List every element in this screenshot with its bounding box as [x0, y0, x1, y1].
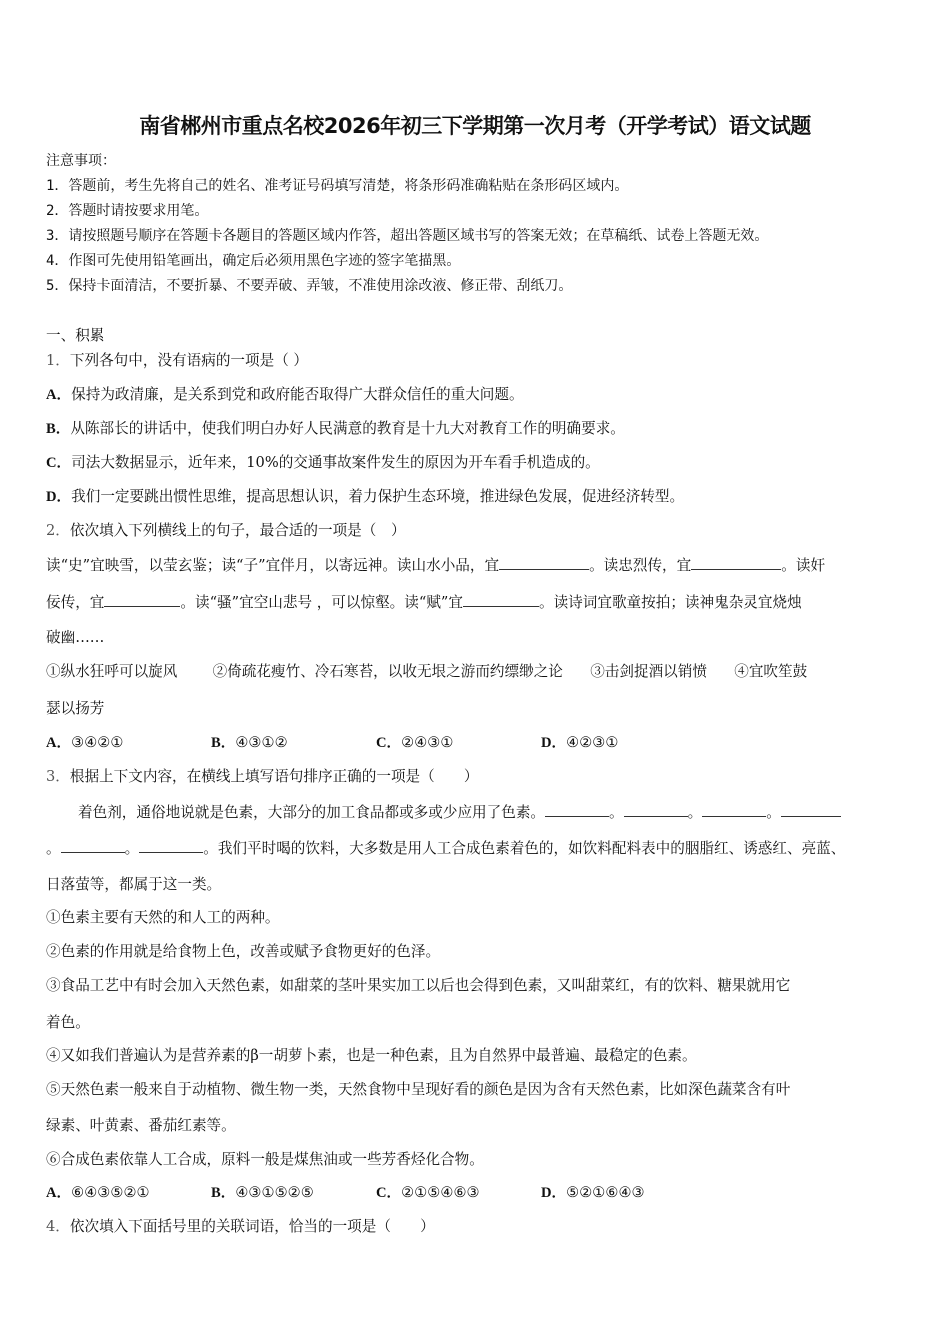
q1-option-b — [46, 419, 625, 439]
exam-title: 南省郴州市重点名校2026年初三下学期第一次月考（开学考试）语文试题 — [139, 114, 811, 138]
q3-sentence-5: ⑤天然色素一般来自于动植物、微生物一类，天然食物中呈现好看的颜色是因为含有天然色素，比如深色蔬菜含有叶 — [46, 1081, 791, 1098]
passage-text: 。读奸 — [781, 557, 826, 574]
separator: 。 — [766, 804, 781, 821]
question-number: 2． — [46, 522, 70, 539]
option-letter: D． — [541, 1185, 567, 1201]
option-letter: B． — [211, 735, 236, 751]
option-letter: D． — [541, 735, 567, 751]
q2-sentences — [46, 662, 807, 682]
sentence-1: ①纵水狂呼可以旋风 — [46, 663, 178, 680]
q3-options — [46, 1183, 645, 1203]
q3-sentence-3-cont: 着色。 — [46, 1014, 90, 1031]
option-letter: C． — [376, 1185, 402, 1201]
q2-option-c — [376, 733, 541, 753]
answer-blank — [499, 555, 589, 570]
notice-item-5: 5．保持卡面清洁，不要折暴、不要弄破、弄皱，不准使用涂改液、修正带、刮纸刀。 — [46, 278, 573, 294]
option-text: 我们一定要跳出惯性思维，提高思想认识，着力保护生态环境，推进绿色发展，促进经济转型。 — [71, 488, 685, 505]
question-1-stem — [46, 351, 308, 371]
q2-option-a — [46, 733, 211, 753]
option-text: ②④③① — [401, 734, 454, 751]
q3-sentence-5-cont: 绿素、叶黄素、番茄红素等。 — [46, 1117, 236, 1134]
notice-item-3: 3．请按照题号顺序在答题卡各题目的答题区域内作答，超出答题区域书写的答案无效；在草稿纸、试卷上答题无效。 — [46, 228, 769, 244]
option-text: 司法大数据显示，近年来，10%的交通事故案件发生的原因为开车看手机造成的。 — [71, 454, 600, 471]
option-letter: D． — [46, 489, 72, 505]
question-number: 4． — [46, 1218, 70, 1235]
notice-item-1: 1．答题前，考生先将自己的姓名、准考证号码填写清楚，将条形码准确粘贴在条形码区域内。 — [46, 178, 629, 194]
question-3-stem — [46, 767, 479, 787]
option-text: ⑥④③⑤②① — [71, 1184, 150, 1201]
q2-option-d — [541, 733, 618, 753]
q3-sentence-3: ③食品工艺中有时会加入天然色素，如甜菜的茎叶果实加工以后也会得到色素，又叫甜菜红，有的饮料、糖果就用它 — [46, 977, 791, 994]
option-letter: A． — [46, 735, 72, 751]
q3-option-c — [376, 1183, 541, 1203]
q3-sentence-6: ⑥合成色素依靠人工合成，原料一般是煤焦油或一些芳香烃化合物。 — [46, 1151, 484, 1168]
question-number: 1． — [46, 352, 70, 369]
option-letter: A． — [46, 1185, 72, 1201]
option-text: ③④②① — [71, 734, 124, 751]
notice-item-2: 2．答题时请按要求用笔。 — [46, 203, 209, 219]
q3-passage-line-1 — [46, 802, 841, 823]
q3-sentence-2: ②色素的作用就是给食物上色，改善或赋予食物更好的色泽。 — [46, 943, 441, 960]
notice-heading: 注意事项： — [46, 153, 116, 169]
q3-sentence-4: ④又如我们普遍认为是营养素的β一胡萝卜素，也是一种色素，且为自然界中最普遍、最稳定的色素。 — [46, 1047, 697, 1064]
answer-blank — [702, 802, 766, 817]
question-4-stem — [46, 1217, 435, 1237]
question-2-stem — [46, 521, 406, 541]
q2-passage-line-2 — [46, 592, 802, 613]
question-text: 根据上下文内容，在横线上填写语句排序正确的一项是（ ） — [69, 768, 479, 785]
passage-text: 。读忠烈传，宜 — [589, 557, 692, 574]
option-text: 从陈部长的讲话中，使我们明白办好人民满意的教育是十九大对教育工作的明确要求。 — [70, 420, 625, 437]
q3-option-b — [211, 1183, 376, 1203]
option-text: ⑤②①⑥④③ — [566, 1184, 645, 1201]
q1-option-a — [46, 385, 524, 405]
option-text: ④③①② — [235, 734, 288, 751]
q2-passage-line-1 — [46, 555, 825, 576]
q1-option-d — [46, 487, 684, 507]
q3-passage-line-2 — [46, 838, 845, 859]
option-text: ④②③① — [566, 734, 619, 751]
sentence-2: ②倚疏花瘦竹、冷石寒苔，以收无垠之游而约缥缈之论 — [212, 663, 563, 680]
answer-blank — [545, 802, 609, 817]
q2-options — [46, 733, 618, 753]
answer-blank — [104, 592, 180, 607]
answer-blank — [139, 838, 203, 853]
question-number: 3． — [46, 768, 70, 785]
passage-text: 。读诗词宜歌童按拍；读神鬼杂灵宜烧烛 — [538, 594, 802, 611]
q3-option-a — [46, 1183, 211, 1203]
option-letter: C． — [46, 455, 72, 471]
sentence-3: ③击剑捉酒以销愤 — [590, 663, 707, 680]
option-text: 保持为政清廉，是关系到党和政府能否取得广大群众信任的重大问题。 — [71, 386, 524, 403]
passage-text: 读“史”宜映雪，以莹玄鉴；读“子”宜伴月，以寄远神。读山水小品，宜 — [46, 557, 500, 574]
question-text: 依次填入下面括号里的关联词语，恰当的一项是（ ） — [69, 1218, 435, 1235]
answer-blank — [61, 838, 125, 853]
passage-text: 着色剂，通俗地说就是色素，大部分的加工食品都或多或少应用了色素。 — [78, 804, 546, 821]
option-letter: B． — [46, 421, 71, 437]
q3-sentence-1: ①色素主要有天然的和人工的两种。 — [46, 909, 280, 926]
separator: 。 — [609, 804, 624, 821]
q1-option-c — [46, 453, 600, 473]
separator: 。 — [687, 804, 703, 821]
passage-text: 佞传，宜 — [46, 594, 105, 611]
option-letter: B． — [211, 1185, 236, 1201]
answer-blank — [691, 555, 781, 570]
sentence-4: ④宜吹笙鼓 — [734, 663, 808, 680]
notice-item-4: 4．作图可先使用铅笔画出，确定后必须用黑色字迹的签字笔描黑。 — [46, 253, 461, 269]
answer-blank — [463, 592, 539, 607]
option-letter: C． — [376, 735, 402, 751]
answer-blank — [781, 802, 841, 817]
option-text: ②①⑤④⑥③ — [401, 1184, 480, 1201]
option-text: ④③①⑤②⑤ — [235, 1184, 314, 1201]
answer-blank — [624, 802, 688, 817]
q3-passage-line-3: 日落萤等，都属于这一类。 — [46, 876, 222, 893]
section-heading: 一、积累 — [46, 327, 105, 344]
q3-option-d — [541, 1183, 645, 1203]
option-letter: A． — [46, 387, 72, 403]
q2-option-b — [211, 733, 376, 753]
separator: 。 — [124, 840, 140, 857]
passage-text: 。读“骚”宜空山悲号 ，可以惊壑。读“赋”宜 — [180, 594, 463, 611]
q2-sentences-continued: 瑟以扬芳 — [46, 700, 105, 717]
separator: 。 — [46, 840, 61, 857]
question-text: 下列各句中，没有语病的一项是（ ） — [69, 352, 309, 369]
passage-text: 。我们平时喝的饮料，大多数是用人工合成色素着色的，如饮料配料表中的胭脂红、诱惑红、亮蓝、 — [203, 840, 846, 857]
q2-passage-line-3: 破幽…… — [46, 629, 105, 646]
question-text: 依次填入下列横线上的句子，最合适的一项是（ ） — [69, 522, 406, 539]
